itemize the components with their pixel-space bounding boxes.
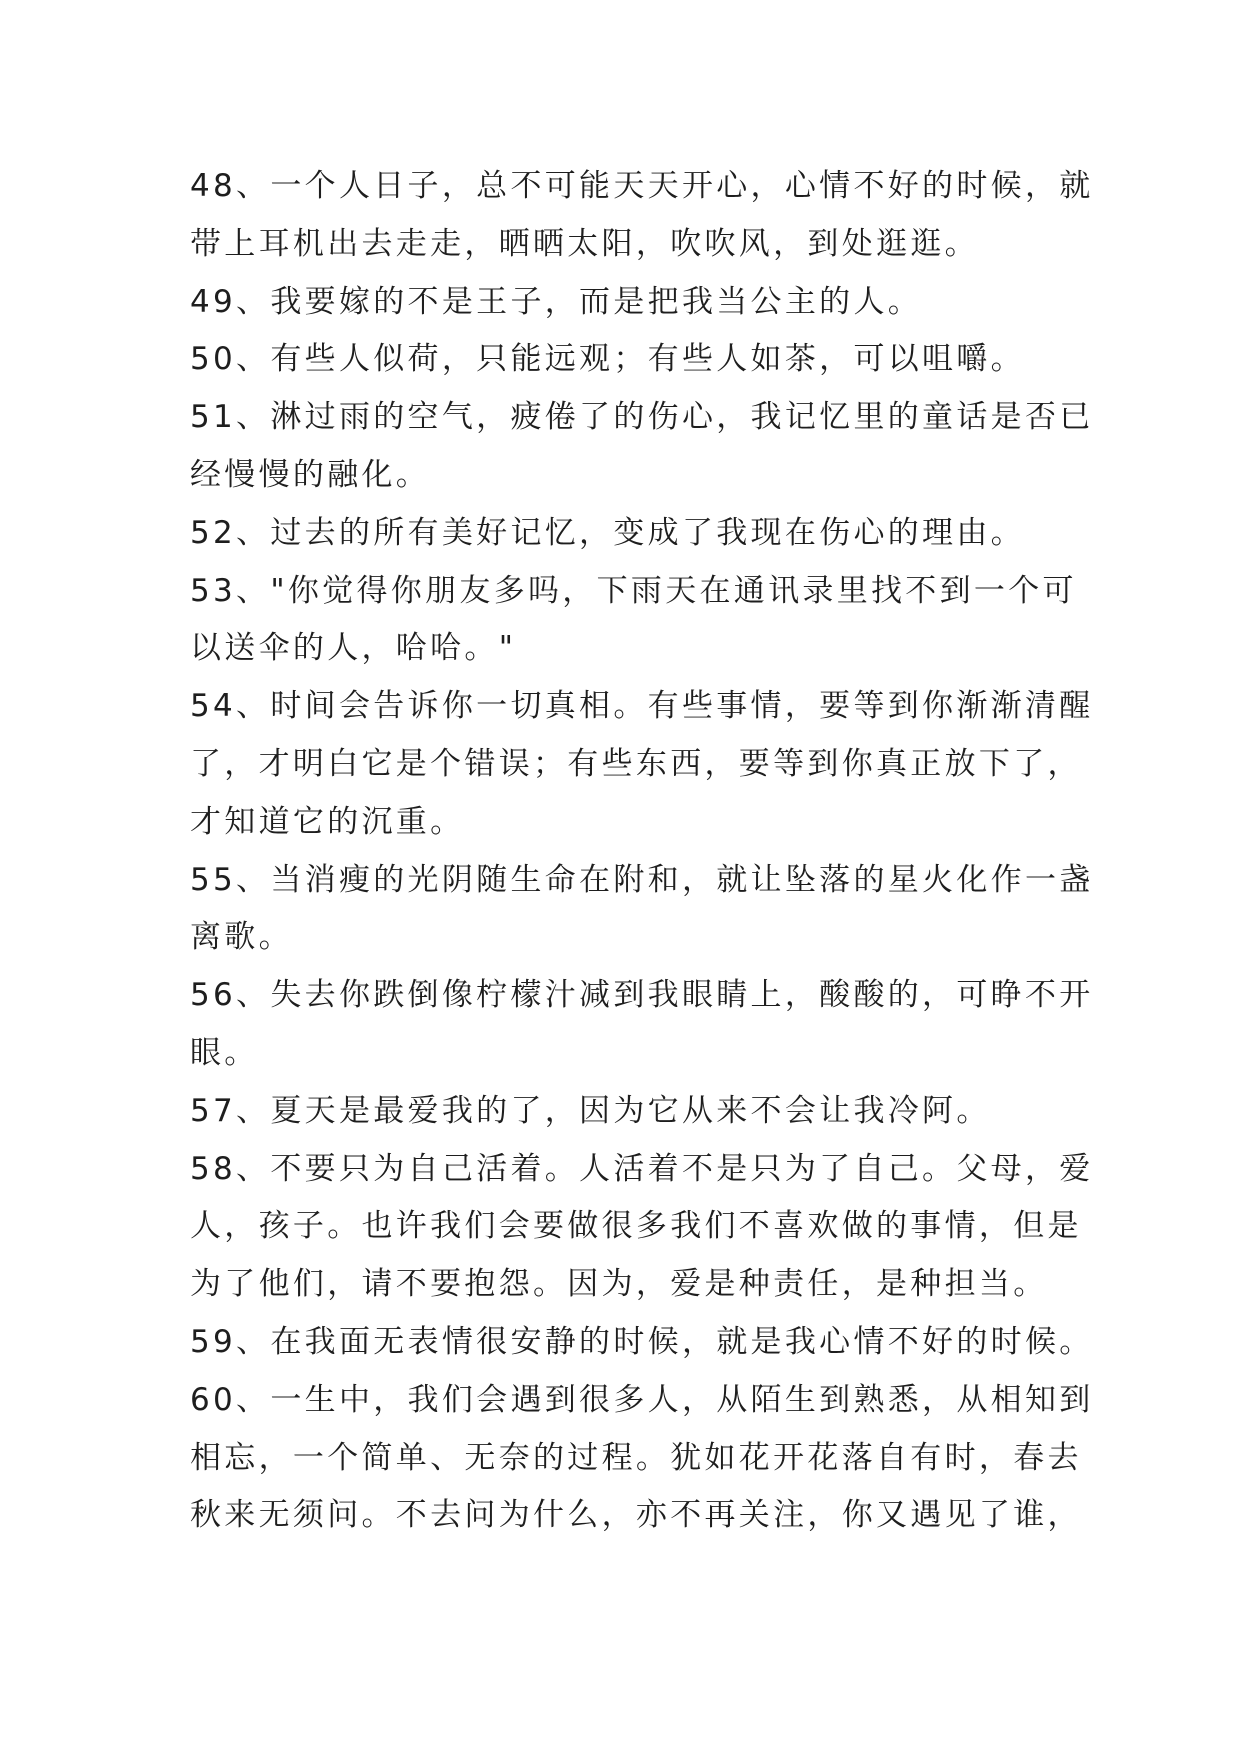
text-line: 55、当消瘦的光阴随生命在附和，就让坠落的星火化作一盏 <box>190 861 1094 898</box>
text-line: 离歌。 <box>190 919 293 956</box>
text-line: 48、一个人日子，总不可能天天开心，心情不好的时候，就 <box>190 168 1094 204</box>
document-body <box>190 158 1094 1545</box>
text-line: 54、时间会告诉你一切真相。有些事情，要等到你渐渐清醒 <box>190 688 1094 725</box>
text-line: 52、过去的所有美好记忆，变成了我现在伤心的理由。 <box>190 514 1025 551</box>
text-line: 60、一生中，我们会遇到很多人，从陌生到熟悉，从相知到 <box>190 1381 1094 1418</box>
text-line: 为了他们，请不要抱怨。因为，爱是种责任，是种担当。 <box>190 1266 1048 1303</box>
text-line: 53、"你觉得你朋友多吗，下雨天在通讯录里找不到一个可 <box>190 572 1077 609</box>
text-line: 秋来无须问。不去问为什么，亦不再关注，你又遇见了谁， <box>190 1497 1082 1534</box>
text-line: 眼。 <box>190 1034 259 1071</box>
text-line: 经慢慢的融化。 <box>190 456 431 493</box>
text-line: 49、我要嫁的不是王子，而是把我当公主的人。 <box>190 283 923 320</box>
text-line: 以送伞的人，哈哈。" <box>190 630 517 667</box>
text-line: 带上耳机出去走走，晒晒太阳，吹吹风，到处逛逛。 <box>190 225 979 262</box>
text-line: 56、失去你跌倒像柠檬汁减到我眼睛上，酸酸的，可睁不开 <box>190 977 1094 1014</box>
text-line: 58、不要只为自己活着。人活着不是只为了自己。父母，爱 <box>190 1150 1094 1187</box>
text-line: 50、有些人似荷，只能远观；有些人如茶，可以咀嚼。 <box>190 341 1025 378</box>
text-line: 了，才明白它是个错误；有些东西，要等到你真正放下了， <box>190 745 1082 782</box>
text-line: 相忘，一个简单、无奈的过程。犹如花开花落自有时，春去 <box>190 1439 1082 1476</box>
text-line: 51、淋过雨的空气，疲倦了的伤心，我记忆里的童话是否已 <box>190 399 1094 436</box>
text-line: 才知道它的沉重。 <box>190 803 465 840</box>
text-line: 59、在我面无表情很安静的时候，就是我心情不好的时候。 <box>190 1323 1094 1360</box>
text-line: 人，孩子。也许我们会要做很多我们不喜欢做的事情，但是 <box>190 1208 1082 1245</box>
text-line: 57、夏天是最爱我的了，因为它从来不会让我冷阿。 <box>190 1092 991 1129</box>
